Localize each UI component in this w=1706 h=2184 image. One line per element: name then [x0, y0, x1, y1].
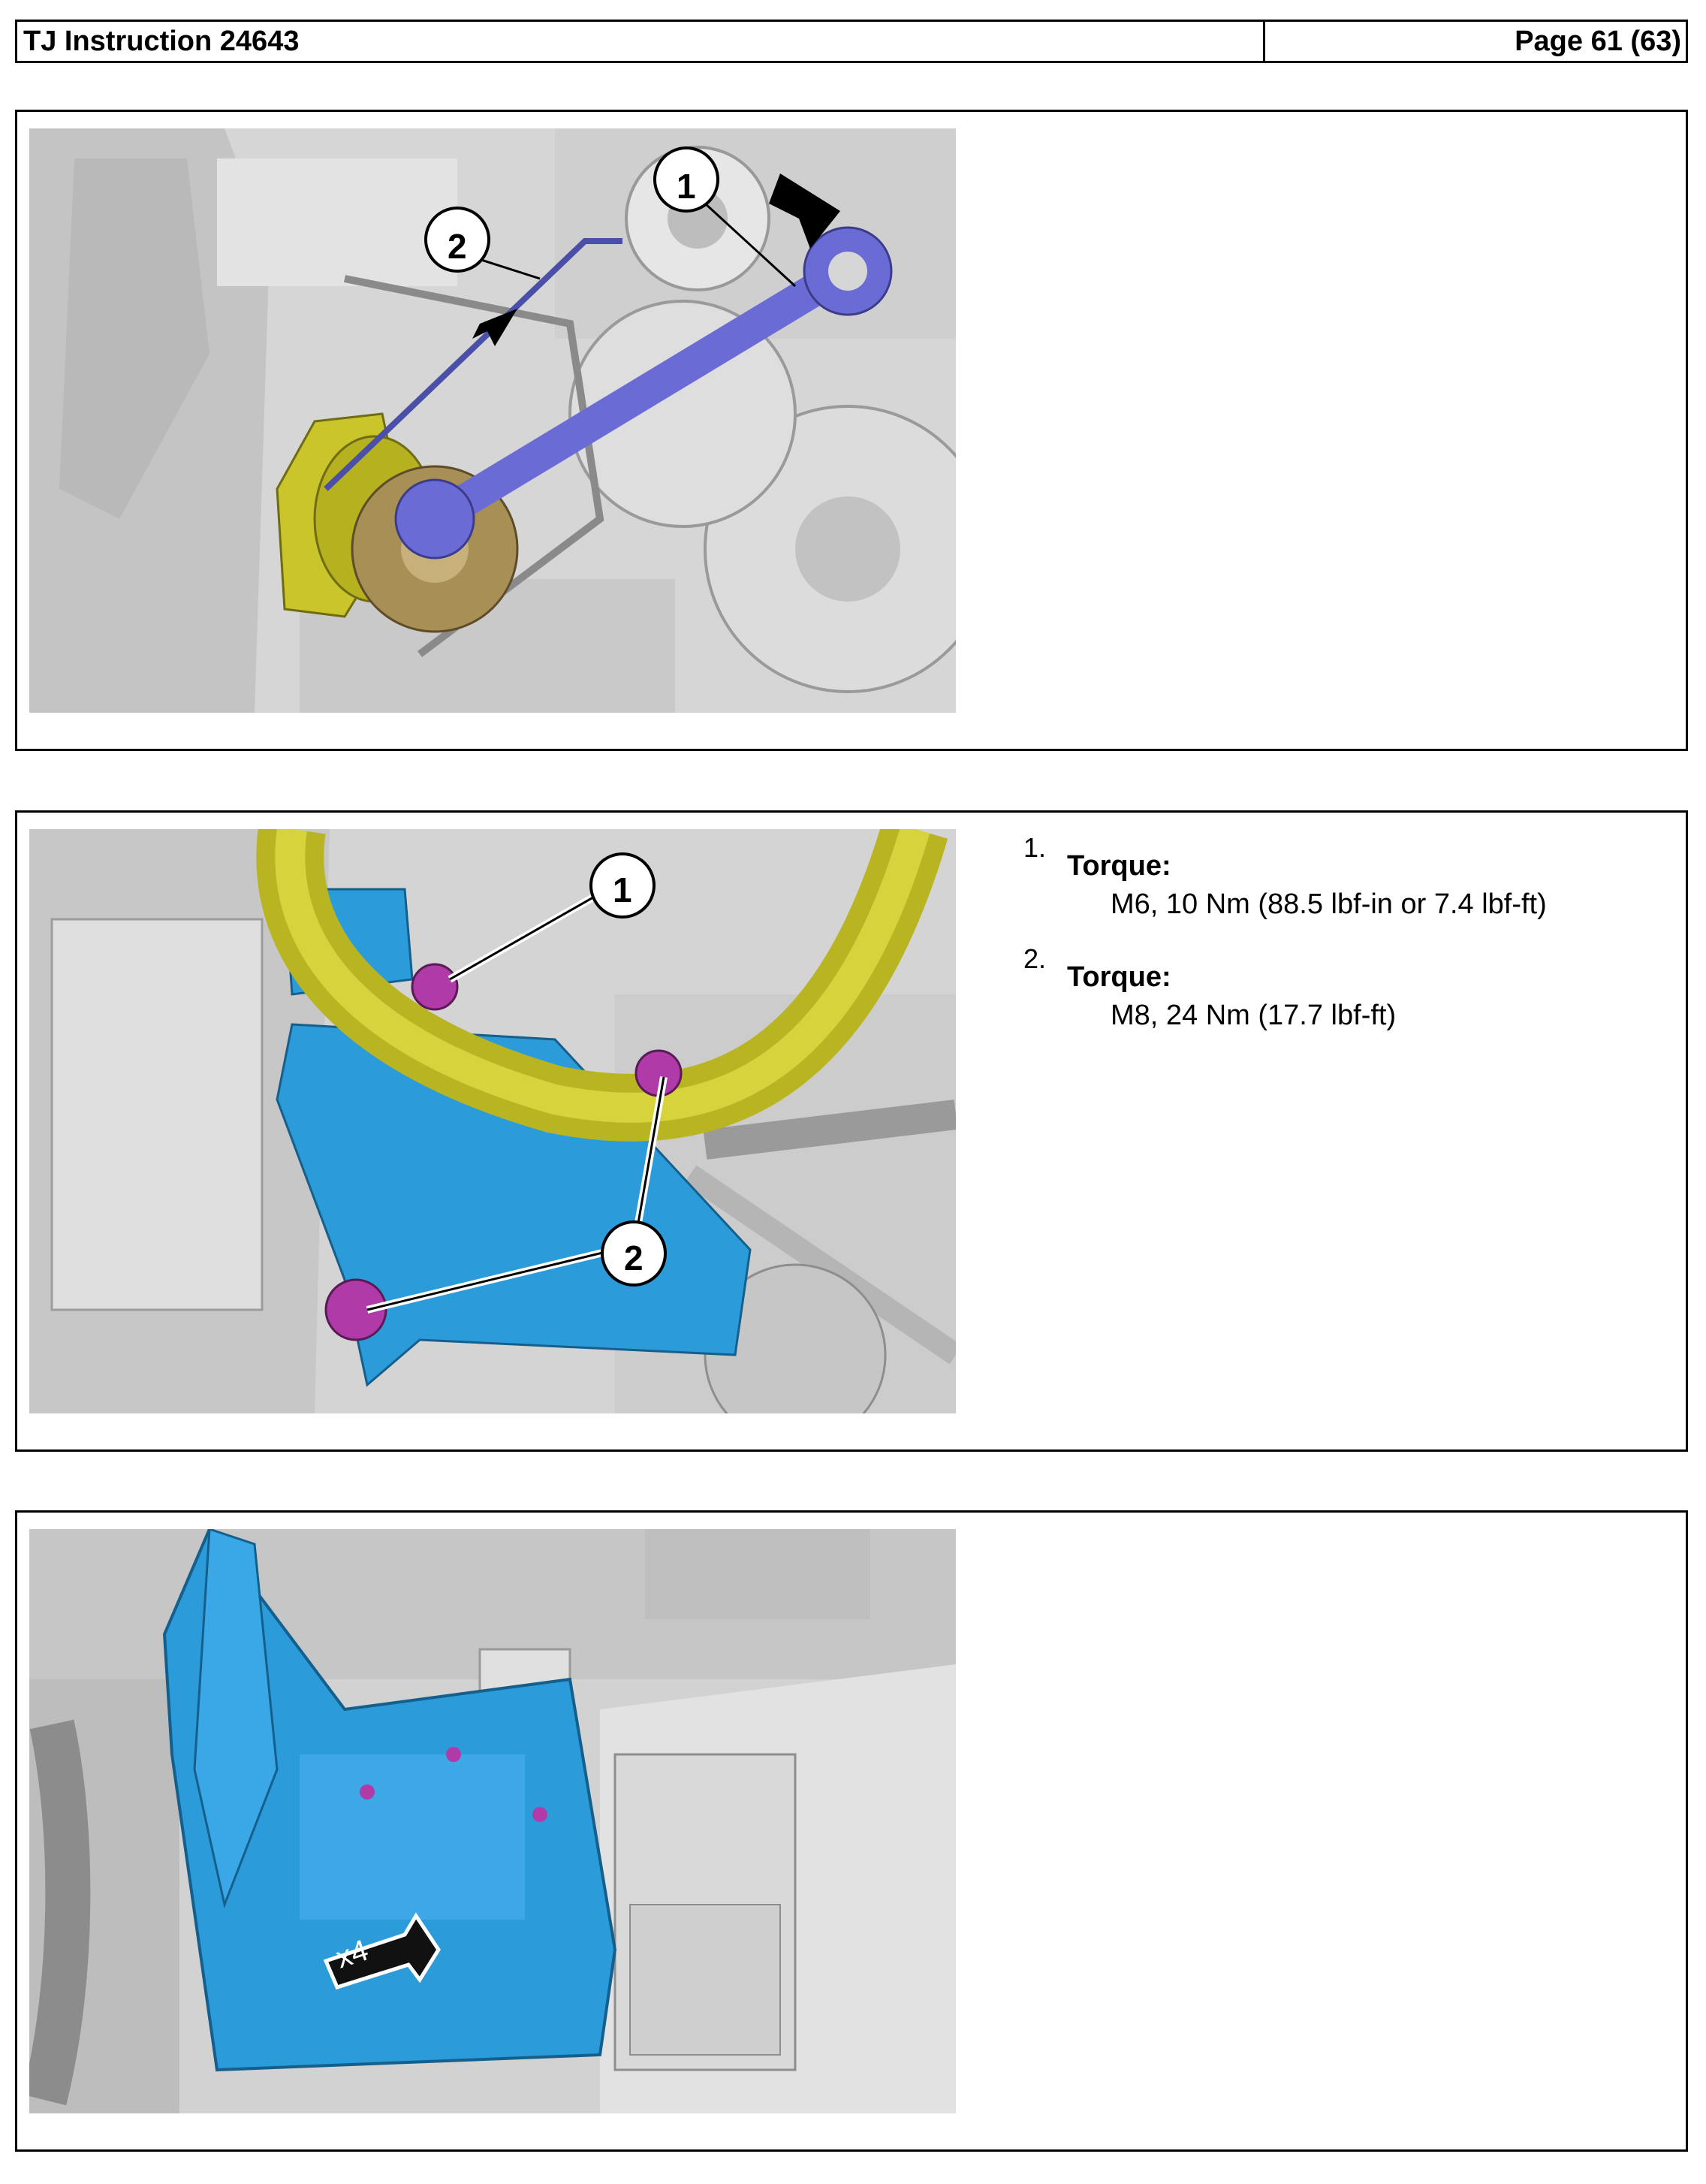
step-2-title: Torque:: [1067, 961, 1171, 993]
instruction-panel-2: [15, 810, 1688, 1452]
page-header: [15, 20, 1688, 63]
step-2-number: 2.: [1023, 943, 1047, 974]
callout-label-1: 1: [677, 167, 696, 206]
callout-label-2: 2: [624, 1238, 644, 1278]
tensioner-illustration: [29, 128, 956, 713]
callout-label-2: 2: [448, 227, 467, 266]
step-1-value: M6, 10 Nm (88.5 lbf-in or 7.4 lbf-ft): [1111, 888, 1547, 920]
tray-illustration: [29, 1529, 956, 2113]
step-1-number: 1.: [1023, 832, 1047, 863]
quantity-label: x4: [332, 1933, 372, 1975]
step-1: [1023, 832, 1669, 921]
step-2: [1023, 943, 1669, 1032]
document-title: TJ Instruction 24643: [17, 22, 1265, 61]
page-number: Page 61 (63): [1515, 25, 1681, 57]
bracket-drawing: [29, 829, 956, 1413]
instruction-panel-3: [15, 1510, 1688, 2152]
step-1-title: Torque:: [1067, 850, 1171, 882]
instruction-panel-1: [15, 110, 1688, 751]
tray-drawing: [29, 1529, 956, 2113]
torque-steps: [1023, 832, 1669, 1057]
step-2-value: M8, 24 Nm (17.7 lbf-ft): [1111, 1000, 1397, 1031]
bracket-illustration: [29, 829, 956, 1413]
tensioner-drawing: [29, 128, 956, 713]
callout-label-1: 1: [613, 870, 632, 909]
